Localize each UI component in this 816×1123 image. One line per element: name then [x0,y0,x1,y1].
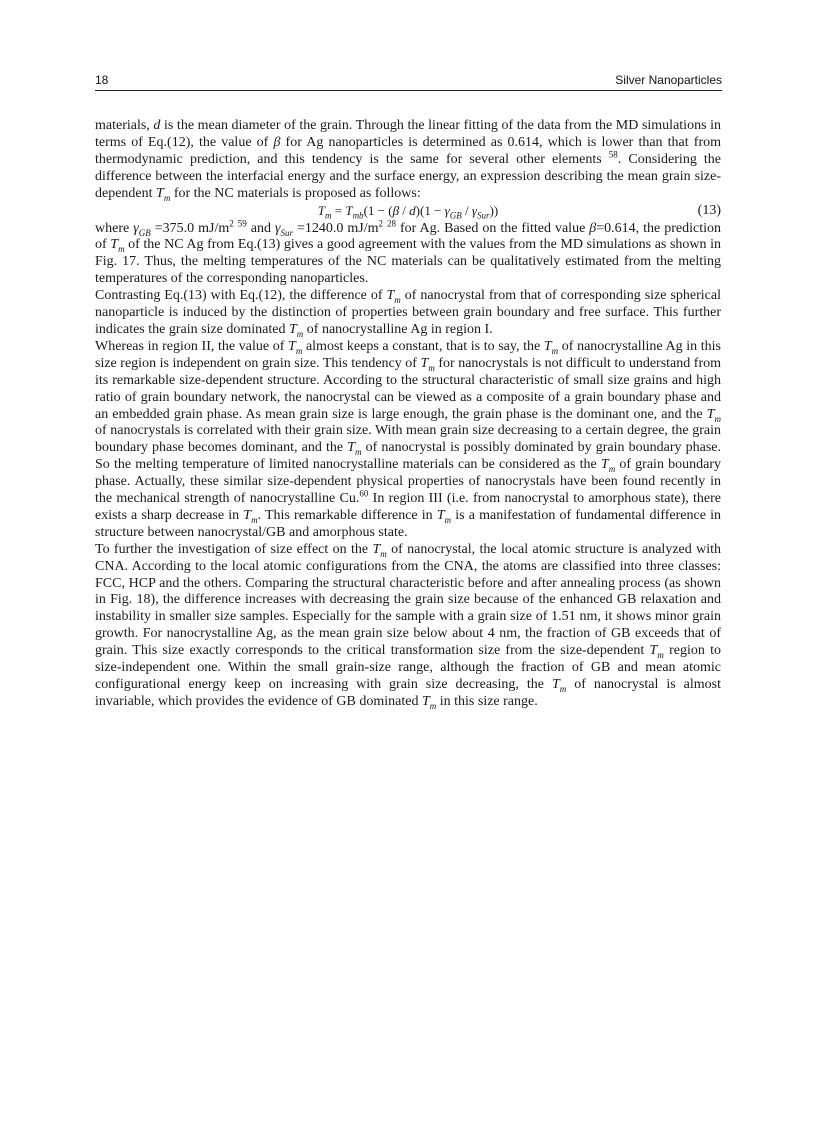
paragraph: where $\gamma_{GB} =375.0$ $mJ/m^2$ $^{59}$ and $\gamma_{Sur} =1240.0$ $mJ/m^2$ $^{28}$ for Ag. Based on the fitted value β=0.614, the prediction of $T_m$ of the NC Ag from Eq.(13) gives a good agreement with the values from the MD simulations as shown in Fig. 17. Thus, the melting temperatures of the NC materials can be qualitatively estimated from the melting temperatures of the corresponding nanoparticles. [95,217,722,287]
equation-formula: $T_m = T_{mb}(1 - (\beta / d)(1 - \gamma_{GB} / \gamma_{Sur}))$ [317,202,499,221]
paragraph: Contrasting Eq.(13) with Eq.(12), the difference of $T_m$ of nanocrystal from that of corresponding size spherical nanoparticle is induced by the distinction of properties between grain boundary and free surface. This further indicates the grain size dominated $T_m$ of nanocrystalline Ag in region I. [95,288,721,339]
italic-symbol: T [600,457,609,473]
italic-symbol: β [273,134,281,150]
italic-symbol: d [409,202,416,218]
subscript: GB [449,210,462,221]
paragraph: To further the investigation of size effect on the $T_m$ of nanocrystal, the local atomic structure is analyzed with CNA. According to the local atomic configurations from the CNA, the atoms are classified into three classes: FCC, HCP and the others. Comparing the structural characteristic before and after annealing process (as shown in Fig. 18), the difference increases with decreasing the grain size because of the enhanced GB relaxation and instability in smaller size samples. Especially for the sample with a grain size of 1.51 nm, it shows minor grain growth. For nanocrystalline Ag, as the mean grain size below about 4 nm, the fraction of GB exceeds that of grain. This size exactly corresponds to the critical transformation size from the size-dependent $T_m$ region to size-independent one. Within the small grain-size range, although the fraction of GB and mean atomic configurational energy keep on increasing with grain size decreasing, the $T_m$ of nanocrystal is almost invariable, which provides the evidence of GB dominated $T_m$ in this size range. [95,541,721,711]
equation-13 [95,203,721,221]
italic-symbol: γ [471,202,478,218]
subscript: m [428,362,435,373]
superscript: 2 [378,217,383,228]
superscript: 60 [359,488,369,499]
subscript: m [324,210,332,221]
subscript: m [714,413,721,424]
italic-symbol: T [372,541,381,557]
equation-number: (13) [697,202,721,218]
italic-symbol: d [153,118,161,133]
subscript: m [380,548,387,559]
subscript: m [118,244,125,255]
italic-symbol: β [392,202,400,218]
italic-symbol: T [421,693,430,709]
subscript: m [551,345,559,356]
running-header [95,70,722,91]
subscript: m [251,514,258,525]
subscript: mb [352,210,364,221]
paragraph: Whereas in region II, the value of $T_m$ almost keeps a constant, that is to say, the $T_m$ of nanocrystalline Ag in this size region is independent on grain size. This tendency of $T_m$ for nanocrystals is not difficult to understand from its remarkable size-dependent structure. According to the structural characteristic of small size grains and high ratio of grain boundary network, the nanocrystal can be viewed as a composite of a grain boundary phase and an embedded grain phase. As mean grain size is large enough, the grain phase is the dominant one, and the $T_m$ of nanocrystals is correlated with their grain size. With mean grain size decreasing to a certain degree, the grain boundary phase becomes dominant, and the $T_m$ of nanocrystal is possibly dominated by grain boundary phase. So the melting temperature of limited nanocrystalline materials can be considered as the $T_m$ of grain boundary phase. Actually, these similar size-dependent physical properties of nanocrystals have been found recently in the mechanical strength of nanocrystalline Cu.$^{60}$ In region III (i.e. from nanocrystal to amorphous state), there exists a sharp decrease in $T_m$. This remarkable difference in $T_m$ is a manifestation of fundamental difference in structure between nanocrystal/GB and amorphous state. [95,338,722,540]
italic-symbol: T [386,288,395,304]
subscript: m [394,294,401,305]
italic-symbol: γ [133,220,139,236]
italic-symbol: T [551,677,560,692]
italic-symbol: T [289,321,297,337]
subscript: Sur [477,210,490,221]
page-number: 18 [95,73,109,87]
paragraph: materials, d is the mean diameter of the grain. Through the linear fitting of the data from the MD simulations in terms of Eq.(12), the value of β for Ag nanoparticles is determined as 0.614, which is lower than that from thermodynamic prediction, and this tendency is the same for several other elements $^{58}$. Considering the difference between the interfacial energy and the surface energy, an expression describing the mean grain size-dependent $T_m$ for the NC materials is proposed as follows: [95,118,722,203]
italic-symbol: T [543,338,552,354]
subscript: m [444,514,452,525]
subscript: m [163,192,171,203]
superscript: 28 [386,217,396,228]
italic-symbol: T [706,406,715,422]
italic-symbol: T [436,507,445,523]
italic-symbol: γ [274,220,281,236]
italic-symbol: T [288,338,296,354]
subscript: m [429,700,437,711]
subscript: m [355,447,362,458]
italic-symbol: T [649,643,658,659]
superscript: 2 [229,217,234,228]
italic-symbol: T [317,202,325,218]
subscript: m [559,683,567,694]
italic-symbol: T [156,185,164,201]
italic-symbol: T [110,237,119,253]
italic-symbol: T [347,440,356,456]
subscript: m [608,464,616,475]
superscript: 59 [237,217,247,228]
subscript: GB [138,227,151,238]
body-text [95,118,721,711]
subscript: m [295,345,303,356]
subscript: m [296,328,304,339]
subscript: m [657,649,664,660]
subscript: Sur [280,227,293,238]
book-title: Silver Nanoparticles [615,73,722,87]
superscript: 58 [608,149,618,160]
italic-symbol: T [243,507,252,523]
italic-symbol: γ [444,202,450,218]
italic-symbol: β [589,220,597,236]
italic-symbol: T [345,202,353,218]
italic-symbol: T [420,355,429,371]
